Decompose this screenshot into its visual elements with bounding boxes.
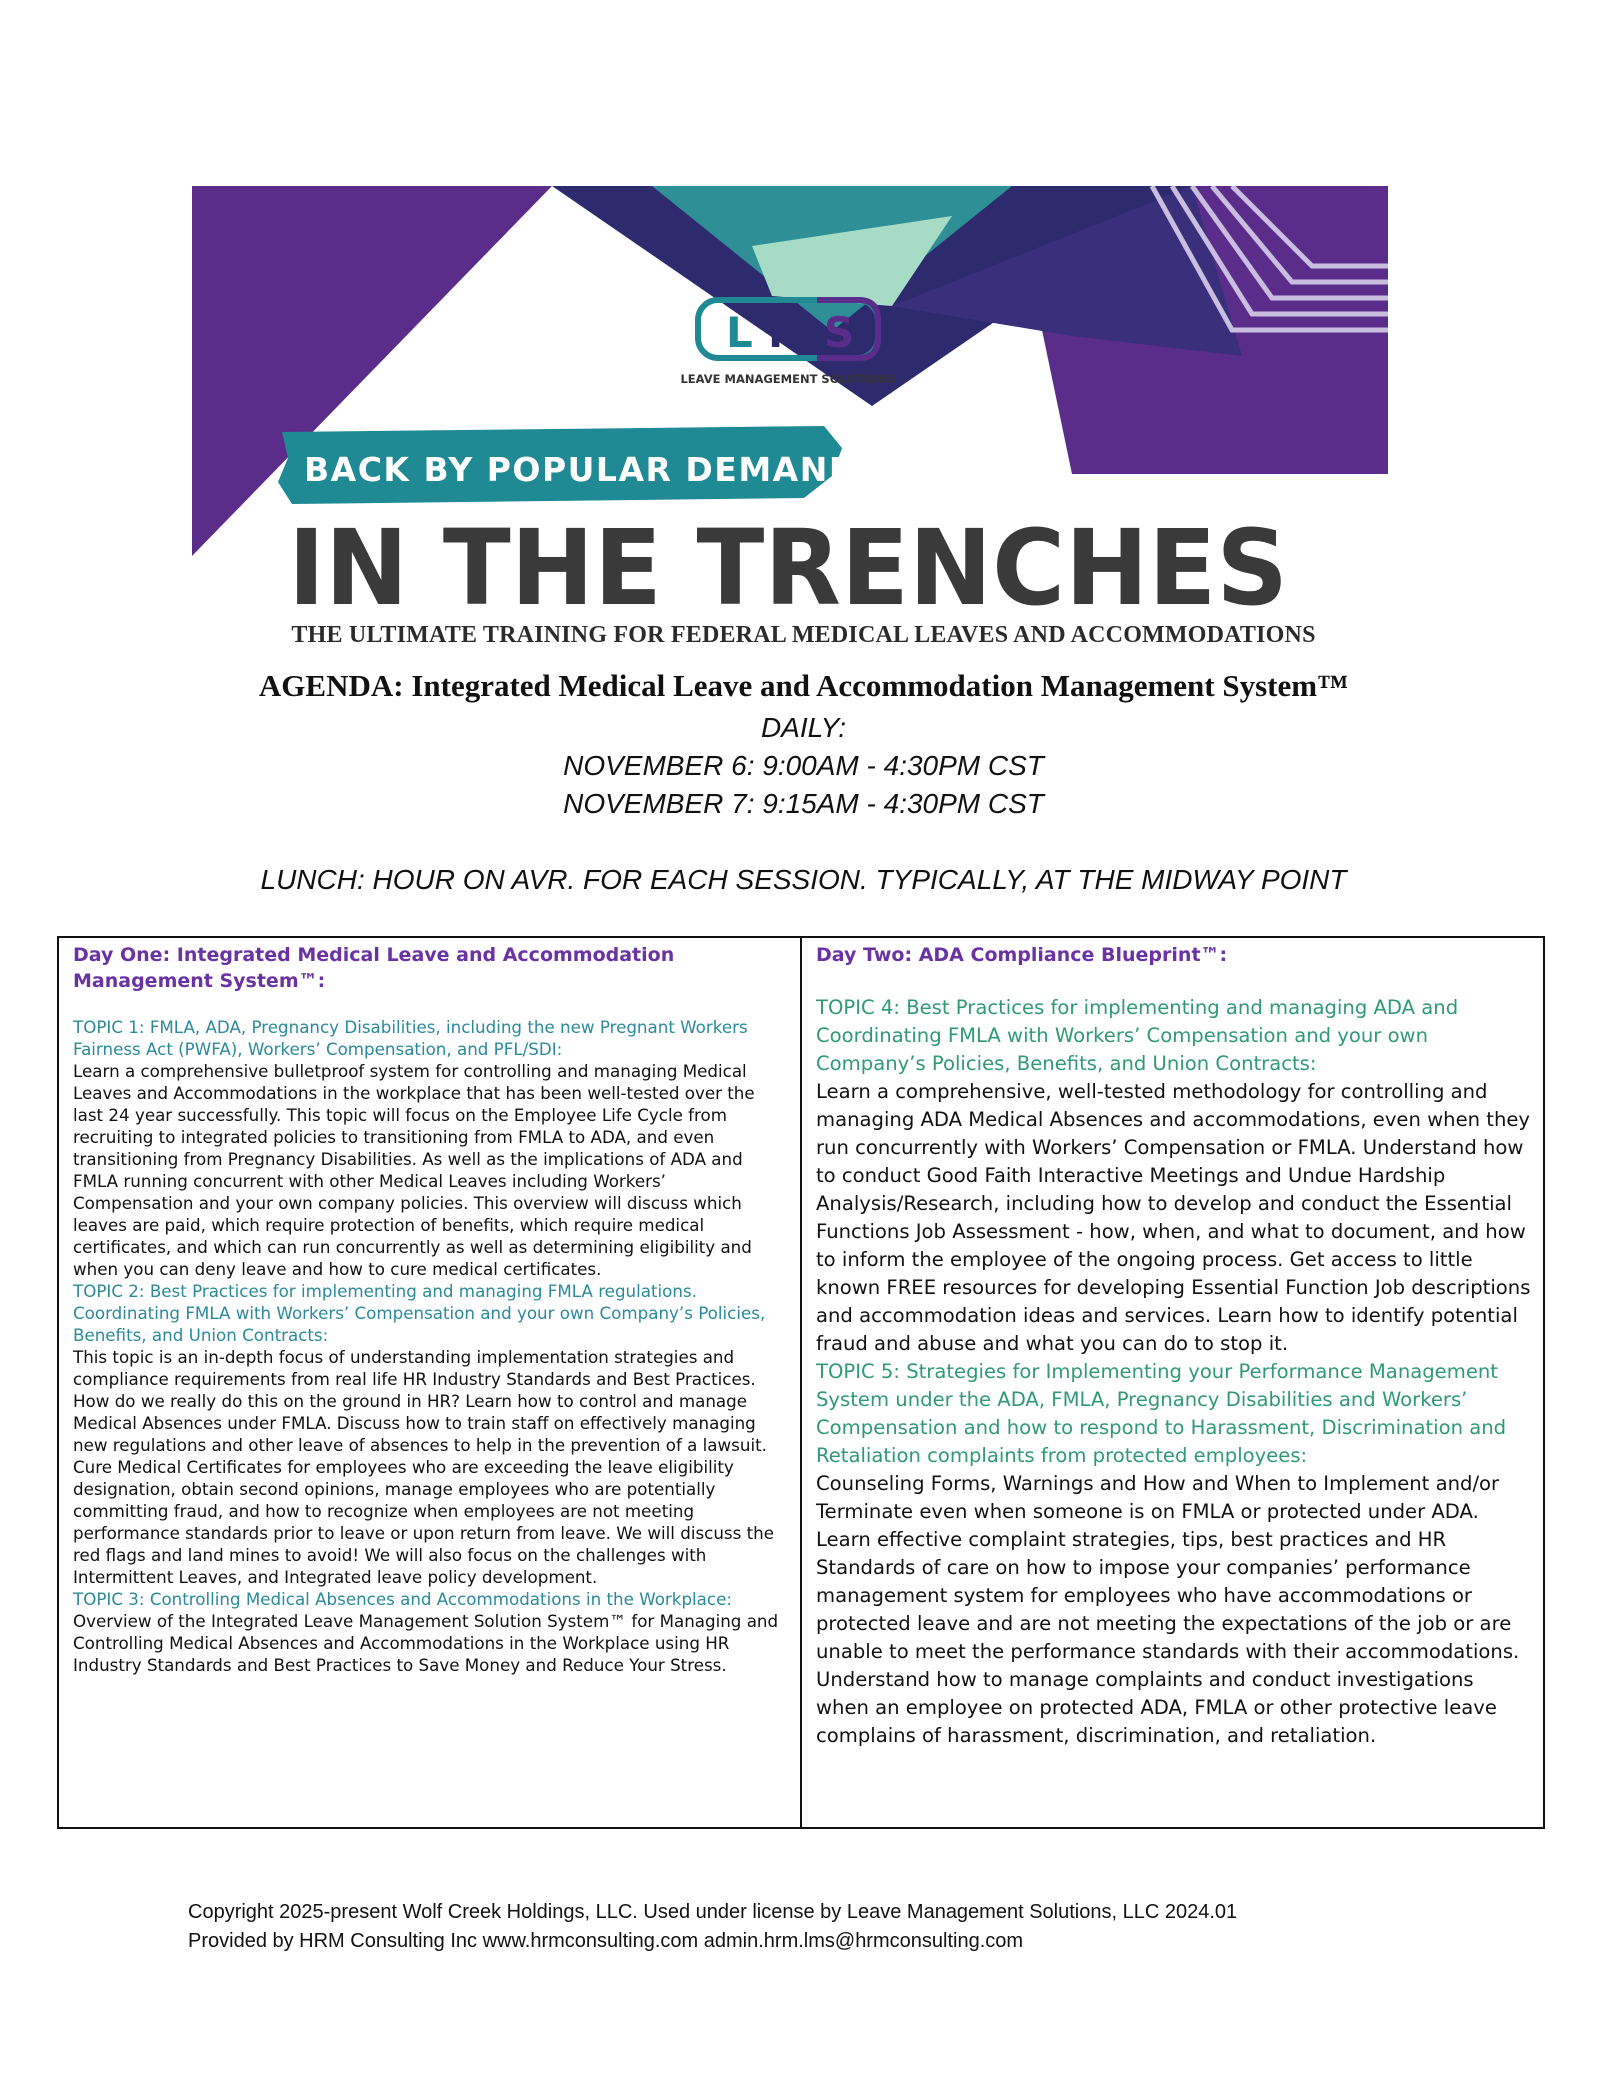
subtitle: THE ULTIMATE TRAINING FOR FEDERAL MEDICAL LEAVES AND ACCOMMODATIONS (291, 622, 1316, 648)
logo-letter-s: S (824, 308, 855, 357)
day-two-column (802, 938, 1543, 1827)
schedule-lunch: LUNCH: HOUR ON AVR. FOR EACH SESSION. TYPICALLY, AT THE MIDWAY POINT (260, 864, 1347, 895)
topic5-title: TOPIC 5: Strategies for Implementing your Performance Management System under the ADA, FMLA, Pregnancy Disabilities and Workers’ Compensation and how to respond to Harassment, Discrimination and Retaliation complaints from protected employees: (816, 1360, 1507, 1467)
hero-banner (192, 186, 1388, 674)
logo-caption: LEAVE MANAGEMENT SOLUTIONS (680, 372, 896, 386)
footer-provided-by: Provided by HRM Consulting Inc www.hrmconsulting.com admin.hrm.lms@hrmconsulting.com (188, 1930, 1024, 1952)
topic2-body: This topic is an in-depth focus of understanding implementation strategies and compliance requirements from real life HR Industry Standards and Best Practices. How do we really do this on the ground in HR? Learn how to control and manage Medical Absences under FMLA. Discuss how to train staff on effectively managing new regulations and other leave of absences to help in the prevention of a lawsuit. Cure Medical Certificates for employees who are exceeding the leave eligibility designation, obtain second opinions, manage employees who are potentially committing fraud, and how to recognize when employees are not meeting performance standards prior to leave or upon return from leave. We will discuss the red flags and land mines to avoid! We will also focus on the challenges with Intermittent Leaves, and Integrated leave policy development. (73, 1347, 774, 1587)
topic3-body: Overview of the Integrated Leave Management Solution System™ for Managing and Controlling Medical Absences and Accommodations in the Workplace using HR Industry Standards and Best Practices to Save Money and Reduce Your Stress. (73, 1611, 779, 1675)
topic5-body: Counseling Forms, Warnings and How and When to Implement and/or Terminate even when someone is on FMLA or protected under ADA. Learn effective complaint strategies, tips, best practices and HR Standards of care on how to impose your companies’ performance management system for employees who have accommodations or protected leave and are not meeting the expectations of the job or are unable to meet the performance standards with their accommodations. Understand how to manage complaints and conduct investigations when an employee on protected ADA, FMLA or other protective leave complains of harassment, discrimination, and retaliation. (816, 1472, 1520, 1747)
schedule-day1: NOVEMBER 6: 9:00AM - 4:30PM CST (563, 750, 1044, 781)
day-one-heading: Day One: Integrated Medical Leave and Accommodation Management System™: (73, 944, 675, 992)
topic1-title: TOPIC 1: FMLA, ADA, Pregnancy Disabilities, including the new Pregnant Workers Fairness Act (PWFA), Workers’ Compensation, and PFL/SDI: (73, 1017, 748, 1059)
agenda-title: AGENDA: Integrated Medical Leave and Accommodation Management System™ (258, 668, 1349, 703)
schedule-daily: DAILY: (760, 712, 847, 743)
footer-copyright: Copyright 2025-present Wolf Creek Holdings, LLC. Used under license by Leave Management Solutions, LLC 2024.01 (188, 1901, 1238, 1923)
banner-graphic (192, 186, 1388, 674)
day-two-heading: Day Two: ADA Compliance Blueprint™: (816, 944, 1228, 966)
topic4-body: Learn a comprehensive, well-tested methodology for controlling and managing ADA Medical Absences and accommodations, even when they run concurrently with Workers’ Compensation or FMLA. Understand how to conduct Good Faith Interactive Meetings and Undue Hardship Analysis/Research, including how to develop and conduct the Essential Functions Job Assessment - how, when, and what to document, and how to inform the employee of the ongoing process. Get access to little known FREE resources for developing Essential Function Job descriptions and accommodation ideas and services. Learn how to identify potential fraud and abuse and what you can do to stop it. (816, 1080, 1531, 1355)
headline: IN THE TRENCHES (288, 507, 1288, 629)
agenda-table (57, 936, 1545, 1829)
logo-letter-m: M (768, 308, 810, 357)
logo-letter-l: L (726, 308, 753, 357)
schedule-day2: NOVEMBER 7: 9:15AM - 4:30PM CST (563, 788, 1044, 819)
day-one-column (59, 938, 802, 1827)
topic4-title: TOPIC 4: Best Practices for implementing and managing ADA and Coordinating FMLA with Workers’ Compensation and your own Company’s Policies, Benefits, and Union Contracts: (816, 996, 1459, 1075)
topic3-title: TOPIC 3: Controlling Medical Absences and Accommodations in the Workplace: (73, 1589, 732, 1609)
tagline-text: BACK BY POPULAR DEMAND: (304, 450, 873, 489)
topic2-title: TOPIC 2: Best Practices for implementing and managing FMLA regulations. Coordinating FMLA with Workers’ Compensation and your own Company’s Policies, Benefits, and Union Contracts: (73, 1281, 766, 1345)
topic1-body: Learn a comprehensive bulletproof system for controlling and managing Medical Leaves and Accommodations in the workplace that has been well-tested over the last 24 year successfully. This topic will focus on the Employee Life Cycle from recruiting to integrated policies to transitioning from FMLA to ADA, and even transitioning from Pregnancy Disabilities. As well as the implications of ADA and FMLA running concurrent with other Medical Leaves including Workers’ Compensation and your own company policies. This overview will discuss which leaves are paid, which require protection of benefits, which require medical certificates, and which can run concurrently as well as determining eligibility and when you can deny leave and how to cure medical certificates. (73, 1061, 755, 1279)
